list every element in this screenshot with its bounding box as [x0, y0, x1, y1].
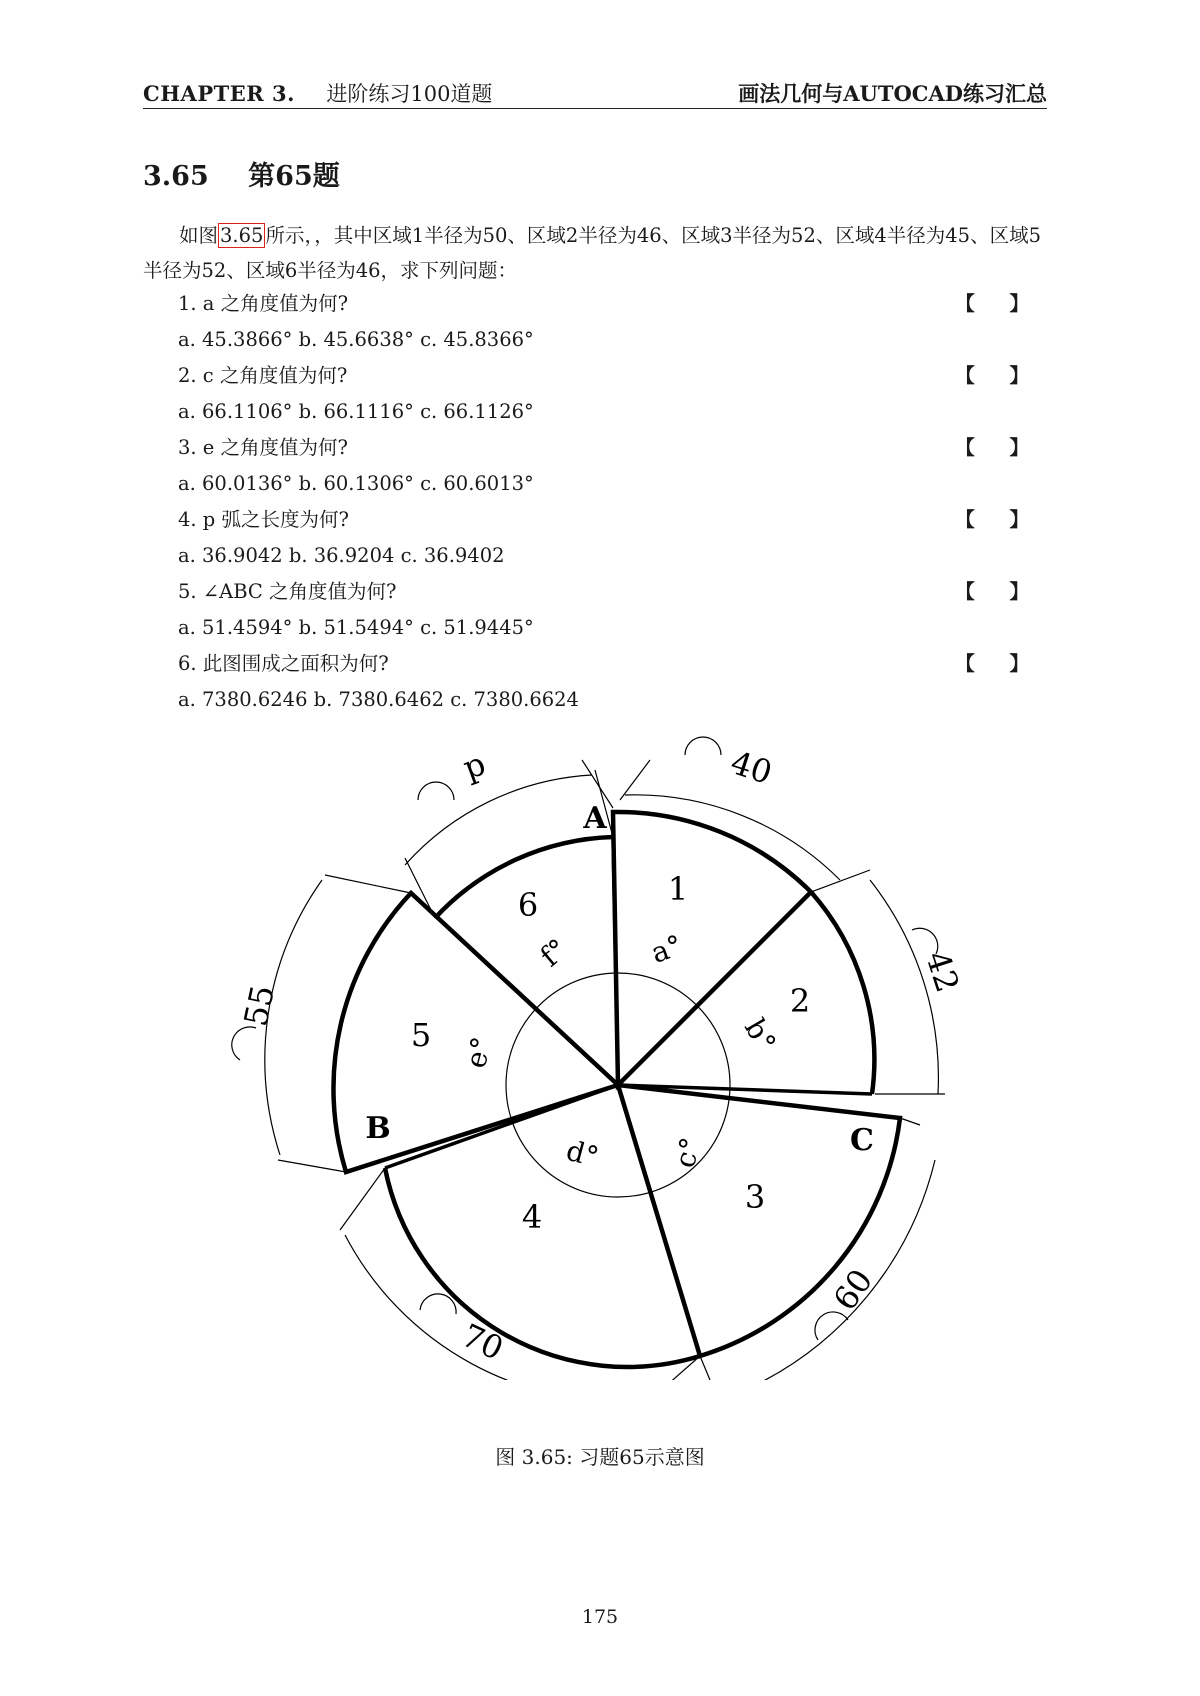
region-label: 4	[521, 1198, 543, 1236]
section-heading	[143, 154, 340, 193]
sector-outlines	[333, 812, 900, 1367]
divider-line	[618, 892, 811, 1085]
question-text: 4. p 弧之长度为何?	[178, 508, 349, 531]
angle-labels	[459, 928, 783, 1174]
question-row	[178, 430, 1047, 466]
divider-line	[411, 893, 618, 1085]
options-row: a. 60.0136° b. 60.1306° c. 60.6013°	[178, 472, 534, 495]
question-text: 3. e 之角度值为何?	[178, 436, 348, 459]
options-row: a. 45.3866° b. 45.6638° c. 45.8366°	[178, 328, 534, 351]
question-row	[178, 502, 1047, 538]
answer-bracket: 【 】	[955, 652, 1043, 675]
region-label: 5	[410, 1016, 432, 1054]
point-label-b: B	[365, 1111, 391, 1146]
region-label: 3	[744, 1178, 766, 1216]
intro-prefix: 如图	[179, 224, 219, 247]
question-text: 6. 此图围成之面积为何?	[178, 652, 389, 675]
dim-arc-p	[405, 775, 592, 865]
options-row: a. 7380.6246 b. 7380.6462 c. 7380.6624	[178, 688, 579, 711]
angle-label: e°	[458, 1033, 499, 1072]
figure-caption: 图 3.65: 习题65示意图	[495, 1445, 705, 1469]
question-row	[178, 358, 1047, 394]
divider-line	[618, 1085, 700, 1356]
divider-lines	[385, 837, 872, 1356]
question-text: 1. a 之角度值为何?	[178, 292, 349, 315]
dim-label: 70	[456, 1316, 510, 1368]
dim-label: 55	[236, 981, 283, 1030]
figure-diagram	[0, 720, 1200, 1380]
options-row: a. 51.4594° b. 51.5494° c. 51.9445°	[178, 616, 534, 639]
angle-label: d°	[562, 1133, 603, 1174]
region-2-outline	[811, 892, 874, 1094]
problem-statement	[143, 218, 1047, 288]
question-row	[178, 646, 1047, 682]
dim-label: 40	[726, 743, 777, 792]
dim-arc-60	[745, 1160, 935, 1380]
point-label-a: A	[583, 801, 607, 836]
question-list	[178, 286, 1047, 718]
question-text: 2. c 之角度值为何?	[178, 364, 348, 387]
divider-line	[613, 837, 618, 1085]
section-title: 第65题	[248, 161, 340, 192]
answer-bracket: 【 】	[955, 436, 1043, 459]
region-label: 2	[789, 982, 811, 1020]
dim-label: p	[458, 744, 491, 788]
dim-label: 60	[825, 1262, 881, 1318]
point-label-c: C	[850, 1123, 874, 1158]
region-label: 6	[517, 886, 539, 924]
section-number: 3.65	[143, 161, 209, 192]
region-label: 1	[667, 870, 689, 908]
dim-label: 42	[918, 946, 967, 997]
angle-label: f°	[533, 932, 574, 974]
question-row	[178, 286, 1047, 322]
region-1-outline	[613, 812, 811, 1085]
question-row	[178, 574, 1047, 610]
angle-label: a°	[646, 928, 687, 970]
answer-bracket: 【 】	[955, 580, 1043, 603]
header-chapter	[143, 78, 492, 108]
book-title: 画法几何与AUTOCAD练习汇总	[738, 81, 1047, 106]
chapter-title: 进阶练习100道题	[326, 82, 493, 106]
page-number: 175	[581, 1606, 619, 1628]
sector-diagram	[0, 720, 1200, 1380]
intro-text: 所示，，其中区域1半径为50、区域2半径为46、区域3半径为52、区域4半径为45、区域5半径为52、区域6半径为46，求下列问题：	[143, 224, 1041, 282]
figure-ref-link[interactable]: 3.65	[220, 224, 264, 247]
question-text: 5. ∠ABC 之角度值为何?	[178, 580, 397, 603]
answer-bracket: 【 】	[955, 292, 1043, 315]
options-row: a. 36.9042 b. 36.9204 c. 36.9402	[178, 544, 505, 567]
answer-bracket: 【 】	[955, 508, 1043, 531]
angle-label: c°	[668, 1133, 708, 1172]
chapter-label: CHAPTER 3.	[143, 81, 295, 106]
page-header	[143, 74, 1047, 109]
options-row: a. 66.1106° b. 66.1116° c. 66.1126°	[178, 400, 534, 423]
answer-bracket: 【 】	[955, 364, 1043, 387]
angle-label: b°	[737, 1013, 783, 1058]
